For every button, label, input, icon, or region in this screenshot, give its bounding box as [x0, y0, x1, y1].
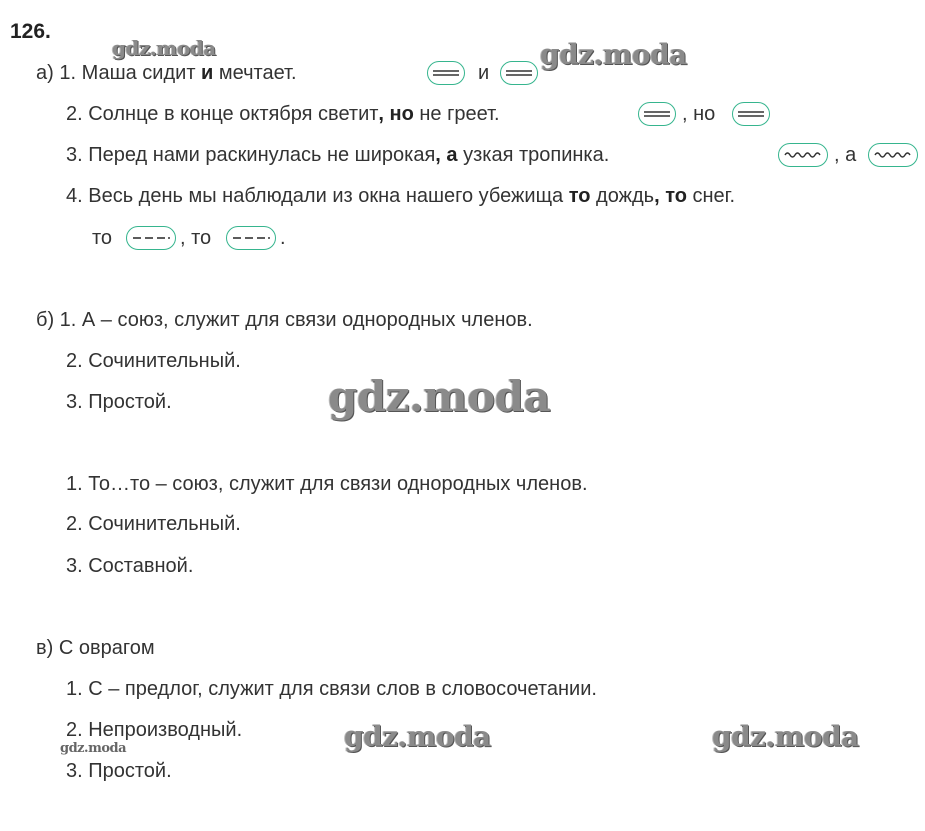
watermark: gdz.moda: [60, 741, 127, 756]
analysis-line: 3. Составной.: [66, 555, 194, 577]
analysis-line: 3. Простой.: [66, 760, 172, 782]
scheme-separator: , а: [834, 144, 857, 166]
task-number: 126.: [10, 20, 51, 43]
analysis-line: 2. Непроизводный.: [66, 719, 243, 741]
predicate-scheme-icon: [732, 102, 770, 126]
analysis-line: 1. То…то – союз, служит для связи однородных членов.: [66, 473, 588, 495]
predicate-scheme-icon: [427, 61, 465, 85]
predicate-scheme-icon: [500, 61, 538, 85]
scheme-lead: то: [92, 227, 113, 249]
predicate-scheme-icon: [638, 102, 676, 126]
object-scheme-icon: [126, 226, 176, 250]
watermark: gdz.moda: [328, 372, 551, 421]
modifier-scheme-icon: [778, 143, 828, 167]
sentence-1: а) 1. Маша сидит и мечтает.: [36, 62, 297, 84]
scheme-separator: , то: [180, 227, 212, 249]
analysis-line: б) 1. А – союз, служит для связи однородных членов.: [36, 309, 533, 331]
sentence-4: 4. Весь день мы наблюдали из окна нашего убежища то дождь, то снег.: [66, 185, 736, 207]
analysis-line: 3. Простой.: [66, 391, 172, 413]
scheme-separator: , но: [682, 103, 716, 125]
watermark: gdz.moda: [112, 36, 216, 60]
sentence-2: 2. Солнце в конце октября светит, но не греет.: [66, 103, 500, 125]
object-scheme-icon: [226, 226, 276, 250]
watermark: gdz.moda: [344, 720, 491, 753]
sentence-3: 3. Перед нами раскинулась не широкая, а узкая тропинка.: [66, 144, 610, 166]
analysis-line: 2. Сочинительный.: [66, 513, 241, 535]
scheme-end: .: [280, 227, 286, 249]
scheme-separator: и: [478, 62, 490, 84]
modifier-scheme-icon: [868, 143, 918, 167]
analysis-line: 1. С – предлог, служит для связи слов в словосочетании.: [66, 678, 597, 700]
watermark: gdz.moda: [712, 720, 859, 753]
analysis-line: в) С оврагом: [36, 637, 155, 659]
analysis-line: 2. Сочинительный.: [66, 350, 241, 372]
watermark: gdz.moda: [540, 38, 687, 71]
